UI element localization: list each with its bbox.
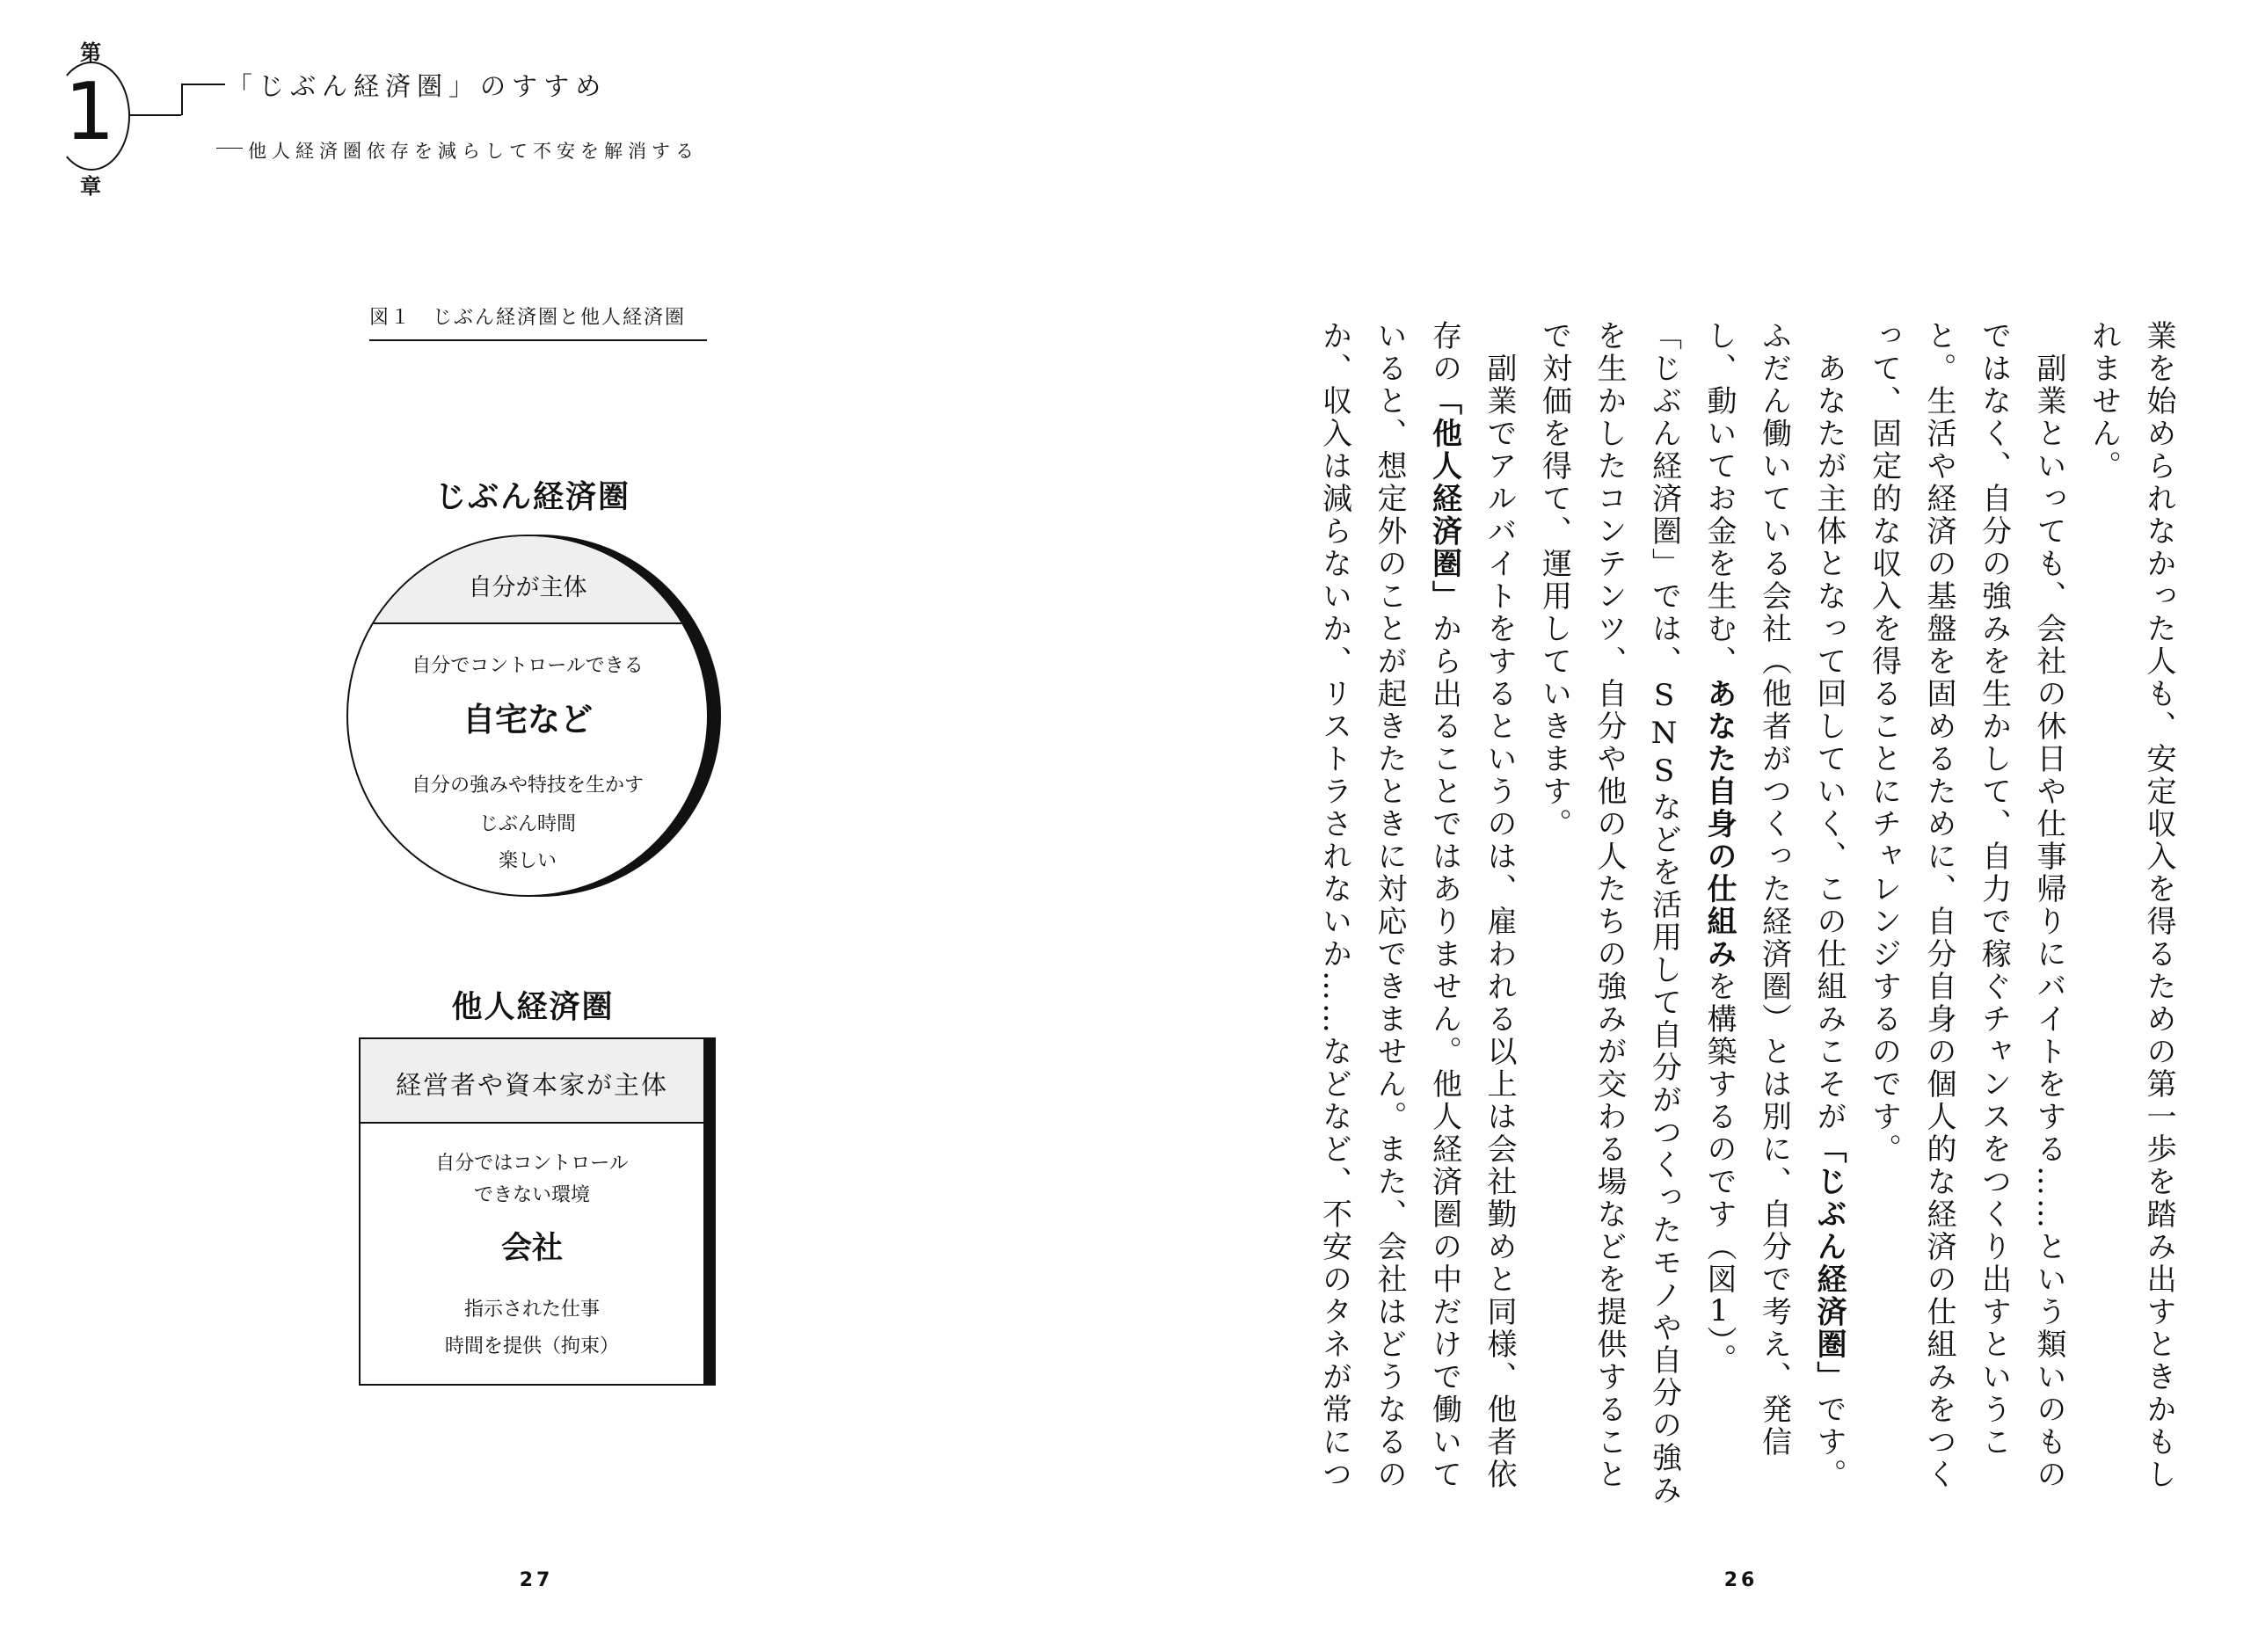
chapter-title: 「じぶん経済圏」のすすめ (227, 71, 608, 101)
tanin-economy-title: 他人経済圏 (451, 990, 615, 1025)
chapter-label-sho: 章 (80, 174, 101, 199)
chapter-subtitle: 他人経済圏依存を減らして不安を解消する (248, 137, 699, 164)
emphasis-text: 「他人経済圏」 (1426, 385, 1462, 613)
chapter-number: 1 (64, 66, 115, 158)
chapter-connector (130, 114, 181, 116)
paragraph (1856, 320, 2076, 1507)
circle-text-line: 自分でコントロールできる (412, 655, 644, 677)
emphasis-text: 「じぶん経済圏」 (1811, 1133, 1847, 1394)
paragraph (1307, 320, 1526, 1507)
paragraph-text: 副業といっても、会社の休日や仕事帰りにバイトをする……という類いのものではなく、自分の強みを生かして、自力で稼ぐチャンスをつくり出すということ。生活や経済の基盤を固めるために、自分自身の個人的な経済の仕組みをつくって、固定的な収入を得ることにチャレンジするのです。 (1866, 320, 2066, 1491)
circle-text-line: 楽しい (498, 850, 557, 872)
page-number-right: 26 (1723, 1569, 1759, 1591)
paragraph-text: から出ることではありません。他人経済圏の中だけで働いていると、想定外のことが起きたときに対応できません。また、会社はどうなるのか、収入は減らないか、リストラされないか……などなど、不安のタネが常につ (1316, 320, 1462, 1491)
circle-text-line: 自分の強みや特技を生かす (411, 775, 644, 797)
figure-caption-rule (369, 339, 707, 341)
paragraph-text: 副業でアルバイトをするというのは、雇われる以上は会社勤めと同様、他者依存の (1426, 320, 1517, 1491)
chapter-connector (181, 84, 183, 115)
paragraph (1526, 320, 1692, 1507)
figure-caption: 図１ じぶん経済圏と他人経済圏 (369, 307, 687, 329)
figure-reference-number: 1 (1709, 1296, 1729, 1326)
box-main-text: 会社 (500, 1231, 563, 1266)
paragraph-text: です。ふだん働いている会社（他者がつくった経済圏）とは別に、自分で考え、発信し、動いてお金を生む、 (1701, 320, 1847, 1491)
box-header (361, 1039, 703, 1124)
page-number-left: 27 (519, 1569, 554, 1591)
box-text-line: できない環境 (473, 1184, 590, 1206)
box-header-text: 経営者や資本家が主体 (395, 1070, 668, 1100)
chapter-label-dai: 第 (80, 40, 101, 65)
circle-body (346, 535, 709, 897)
circle-header (348, 536, 707, 624)
circle-main-text: 自宅など (463, 701, 593, 739)
box-text-line: 自分ではコントロール (435, 1153, 629, 1175)
paragraph (1692, 320, 1857, 1507)
box-body (359, 1037, 705, 1386)
box-text-line: 時間を提供（拘束） (444, 1335, 619, 1357)
paragraph-text: を構築するのです（図 (1701, 971, 1737, 1296)
circle-header-text: 自分が主体 (468, 574, 587, 601)
tanin-economy-box (359, 1037, 716, 1386)
paragraph-text: あなたが主体となって回していく、この仕組みこそが (1811, 353, 1847, 1133)
circle-text-line: じぶん時間 (478, 813, 576, 835)
paragraph-text: 「じぶん経済圏」では、 (1646, 320, 1682, 678)
paragraph-text: SNS (1646, 678, 1682, 791)
paragraph: 業を始められなかった人も、安定収入を得るための第一歩を踏み出すときかもしれません。 (2086, 320, 2176, 1491)
chapter-connector (181, 84, 225, 85)
emphasis-text: あなた自身の仕組み (1701, 678, 1737, 971)
jibun-economy-title: じぶん経済圏 (434, 480, 630, 515)
body-text (1298, 320, 2186, 1507)
paragraph-text: などを活用して自分がつくったモノや自分の強みを生かしたコンテンツ、自分や他の人たちの強みが交わる場などを提供することで対価を得て、運用していきます。 (1536, 320, 1682, 1507)
jibun-economy-circle (346, 535, 730, 914)
box-text-line: 指示された仕事 (463, 1299, 600, 1321)
paragraph-text: ）。 (1701, 1326, 1737, 1376)
